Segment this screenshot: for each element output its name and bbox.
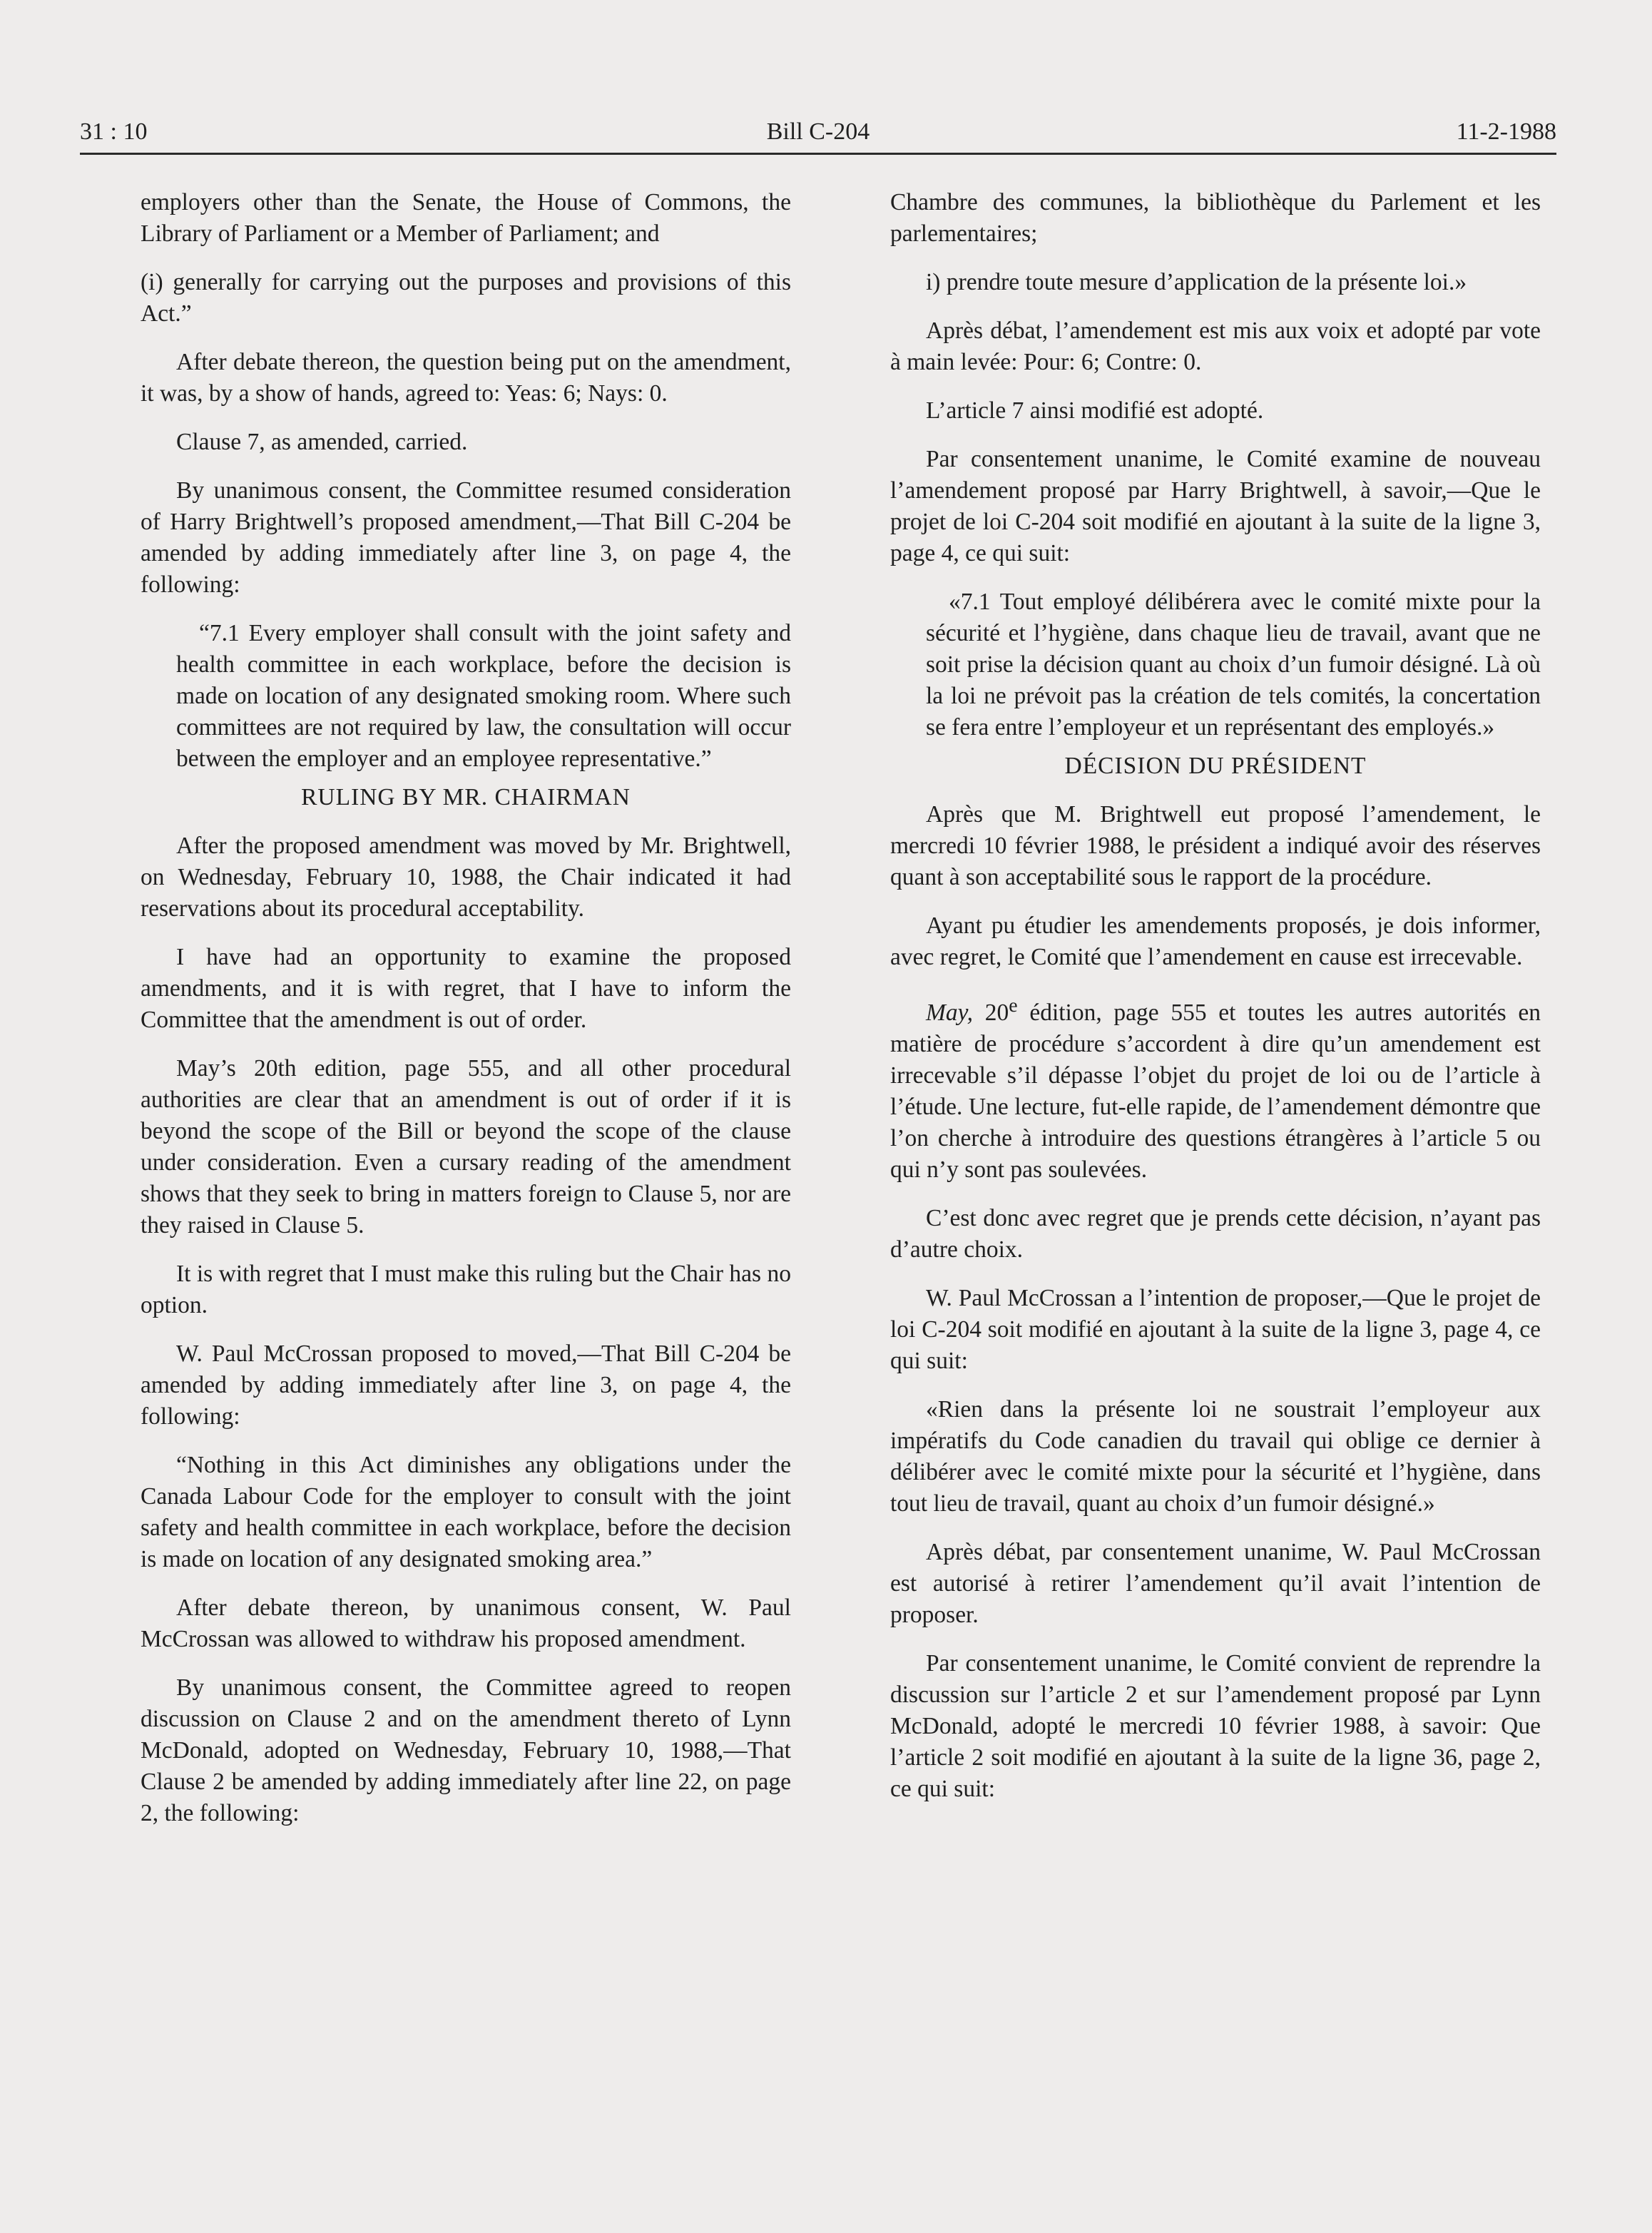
page-header [80,117,1556,155]
section-heading: RULING BY MR. CHAIRMAN [301,784,631,810]
paragraph: (i) generally for carrying out the purposes and provisions of this Act.” [141,269,791,327]
citation-italic: May, [926,999,974,1027]
page-date: 11-2-1988 [1456,118,1556,145]
bill-title: Bill C-204 [766,118,870,145]
paragraph: Après débat, par consentement unanime, W. Paul McCrossan est autorisé à retirer l’amendement qu’il avait l’intention de proposer. [890,1539,1541,1629]
french-column [890,187,1541,1822]
edition-number: 20 [984,999,1009,1027]
paragraph: Chambre des communes, la bibliothèque du Parlement et les parlementaires; [890,189,1541,247]
paragraph [890,990,1541,1186]
paragraph: After the proposed amendment was moved by Mr. Brightwell, on Wednesday, February 10, 1988, the Chair indicated it had reservations about its procedural acceptability. [141,833,791,922]
quoted-amendment: “Nothing in this Act diminishes any obligations under the Canada Labour Code for the employer to consult with the joint safety and health committee in each workplace, before the decision is made on location of any designated smoking area.” [141,1452,791,1572]
paragraph: W. Paul McCrossan a l’intention de proposer,—Que le projet de loi C-204 soit modifié en ajoutant à la suite de la ligne 3, page 4, ce qui suit: [890,1285,1541,1375]
paragraph: May’s 20th edition, page 555, and all other procedural authorities are clear that an amendment is out of order if it is beyond the scope of the Bill or beyond the scope of the clause under consideration. Even a cursary reading of the amendment shows that they seek to bring in matters foreign to Clause 5, nor are they raised in Clause 5. [141,1055,791,1238]
paragraph: After debate thereon, the question being put on the amendment, it was, by a show of hands, agreed to: Yeas: 6; Nays: 0. [141,349,791,407]
paragraph: By unanimous consent, the Committee resumed consideration of Harry Brightwell’s proposed amendment,—That Bill C-204 be amended by adding immediately after line 3, on page 4, the following: [141,477,791,598]
quoted-amendment: “7.1 Every employer shall consult with the joint safety and health committee in each workplace, before the decision is made on location of any designated smoking room. Where such committees are not required by law, the consultation will occur between the employer and an employee representative.” [176,620,791,772]
paragraph: Par consentement unanime, le Comité convient de reprendre la discussion sur l’article 2 et sur l’amendement proposé par Lynn McDonald, adopté le mercredi 10 février 1988, à savoir: Que l’article 2 soit modifié en ajoutant à la suite de la ligne 36, page 2, ce qui suit: [890,1650,1541,1803]
quoted-amendment: «7.1 Tout employé délibérera avec le comité mixte pour la sécurité et l’hygiène, dans chaque lieu de travail, avant que ne soit prise la décision quant au choix d’un fumoir désigné. Là où la loi ne prévoit pas la création de tels comités, la concertation se fera entre l’employeur et un représentant des employés.» [926,589,1541,741]
paragraph: Par consentement unanime, le Comité examine de nouveau l’amendement proposé par Harry Brightwell, à savoir,—Que le projet de loi C-204 soit modifié en ajoutant à la suite de la ligne 3, page 4, ce qui suit: [890,446,1541,566]
paragraph: employers other than the Senate, the House of Commons, the Library of Parliament or a Member of Parliament; and [141,189,791,247]
paragraph-text: édition, page 555 et toutes les autres autorités en matière de procédure s’accordent à dire qu’un amendement est irrecevable s’il dépasse l’objet du projet de loi ou de l’article à l’étude. Une lecture, fut-elle rapide, de l’amendement démontre que l’on cherche à introduire des questions étrangères à l’article 5 ou qui n’y sont pas soulevées. [890,999,1541,1184]
paragraph: Clause 7, as amended, carried. [176,429,468,455]
page-number: 31 : 10 [80,118,148,145]
paragraph: I have had an opportunity to examine the proposed amendments, and it is with regret, that I have to inform the Committee that the amendment is out of order. [141,944,791,1033]
edition-superscript: e [1009,995,1018,1017]
paragraph: C’est donc avec regret que je prends cette décision, n’ayant pas d’autre choix. [890,1205,1541,1263]
paragraph: Après que M. Brightwell eut proposé l’amendement, le mercredi 10 février 1988, le président a indiqué avoir des réserves quant à son acceptabilité sous le rapport de la procédure. [890,801,1541,890]
section-heading: DÉCISION DU PRÉSIDENT [1064,753,1367,779]
paragraph: i) prendre toute mesure d’application de la présente loi.» [926,269,1467,295]
paragraph: Ayant pu étudier les amendements proposés, je dois informer, avec regret, le Comité que l’amendement en cause est irrecevable. [890,912,1541,970]
quoted-amendment: «Rien dans la présente loi ne soustrait l’employeur aux impératifs du Code canadien du travail qui oblige ce dernier à délibérer avec le comité mixte pour la sécurité et l’hygiène, dans tout lieu de travail, quant au choix d’un fumoir désigné.» [890,1396,1541,1517]
english-column [141,187,791,1846]
paragraph: It is with regret that I must make this ruling but the Chair has no option. [141,1261,791,1318]
paragraph: By unanimous consent, the Committee agreed to reopen discussion on Clause 2 and on the amendment thereto of Lynn McDonald, adopted on Wednesday, February 10, 1988,—That Clause 2 be amended by adding immediately after line 22, on page 2, the following: [141,1674,791,1826]
paragraph: W. Paul McCrossan proposed to moved,—That Bill C-204 be amended by adding immediately after line 3, on page 4, the following: [141,1341,791,1430]
paragraph: After debate thereon, by unanimous consent, W. Paul McCrossan was allowed to withdraw his proposed amendment. [141,1594,791,1652]
paragraph: L’article 7 ainsi modifié est adopté. [926,397,1264,424]
paragraph: Après débat, l’amendement est mis aux voix et adopté par vote à main levée: Pour: 6; Contre: 0. [890,317,1541,375]
